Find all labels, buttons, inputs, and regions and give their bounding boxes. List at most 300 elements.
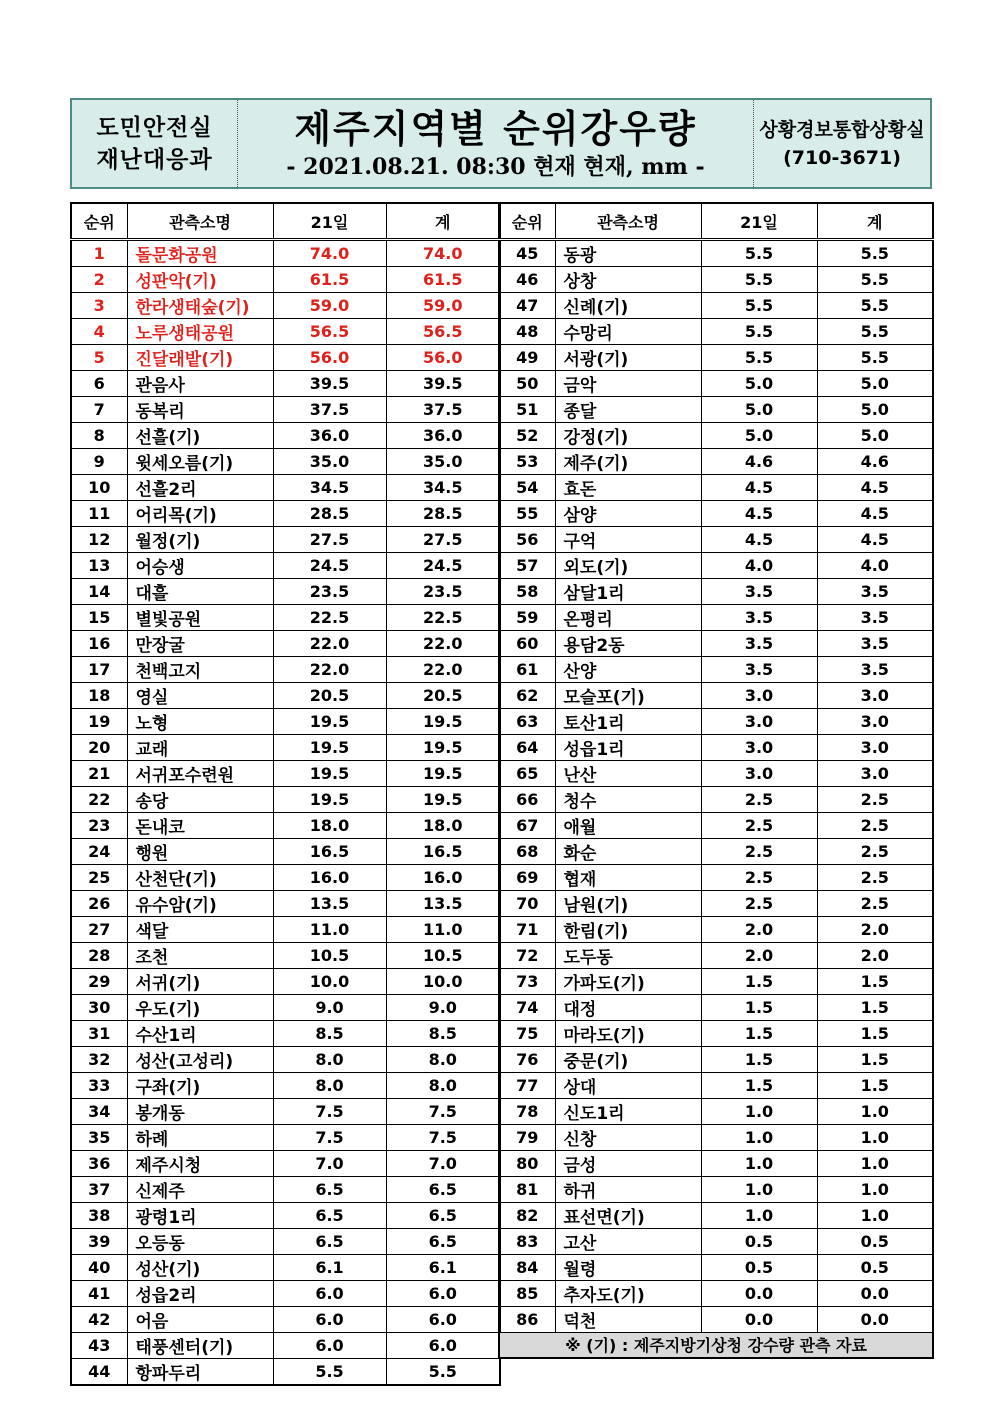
station-name-cell: 삼양: [555, 501, 701, 527]
station-name-cell: 강정(기): [555, 423, 701, 449]
total-rainfall-cell: 1.5: [817, 1021, 933, 1047]
day-rainfall-cell: 6.1: [273, 1255, 386, 1281]
rank-cell: 52: [499, 423, 555, 449]
total-rainfall-cell: 10.0: [386, 969, 500, 995]
station-name-cell: 관음사: [127, 371, 273, 397]
rank-cell: 50: [499, 371, 555, 397]
station-name-cell: 구좌(기): [127, 1073, 273, 1099]
page-subtitle: - 2021.08.21. 08:30 현재 현재, mm -: [286, 153, 705, 180]
total-rainfall-cell: 1.5: [817, 995, 933, 1021]
rank-cell: 66: [499, 787, 555, 813]
table-header-row: [499, 203, 933, 240]
rank-cell: 77: [499, 1073, 555, 1099]
rank-cell: 22: [71, 787, 127, 813]
total-rainfall-cell: 16.5: [386, 839, 500, 865]
table-row: [71, 813, 500, 839]
station-name-cell: 산천단(기): [127, 865, 273, 891]
table-row: [499, 1177, 933, 1203]
station-name-cell: 수망리: [555, 319, 701, 345]
rank-cell: 7: [71, 397, 127, 423]
day-rainfall-cell: 1.0: [701, 1177, 817, 1203]
total-rainfall-cell: 19.5: [386, 709, 500, 735]
day-rainfall-cell: 0.0: [701, 1281, 817, 1307]
table-row: [71, 735, 500, 761]
total-rainfall-cell: 5.0: [817, 397, 933, 423]
day-rainfall-cell: 2.5: [701, 865, 817, 891]
station-name-cell: 성읍1리: [555, 735, 701, 761]
station-name-cell: 산양: [555, 657, 701, 683]
table-row: [71, 1151, 500, 1177]
day-rainfall-cell: 22.5: [273, 605, 386, 631]
rank-cell: 35: [71, 1125, 127, 1151]
day-rainfall-cell: 1.0: [701, 1151, 817, 1177]
total-rainfall-cell: 5.0: [817, 371, 933, 397]
rank-cell: 59: [499, 605, 555, 631]
rank-cell: 82: [499, 1203, 555, 1229]
rank-cell: 4: [71, 319, 127, 345]
day-rainfall-cell: 19.5: [273, 709, 386, 735]
day-rainfall-cell: 8.0: [273, 1073, 386, 1099]
station-name-cell: 서광(기): [555, 345, 701, 371]
col-day-header: 21일: [701, 203, 817, 240]
rank-cell: 69: [499, 865, 555, 891]
rank-cell: 54: [499, 475, 555, 501]
day-rainfall-cell: 5.5: [273, 1359, 386, 1386]
day-rainfall-cell: 34.5: [273, 475, 386, 501]
day-rainfall-cell: 20.5: [273, 683, 386, 709]
day-rainfall-cell: 0.5: [701, 1255, 817, 1281]
rank-cell: 26: [71, 891, 127, 917]
station-name-cell: 가파도(기): [555, 969, 701, 995]
source-note: ※ (기) : 제주지방기상청 강수량 관측 자료: [499, 1333, 933, 1358]
station-name-cell: 한라생태숲(기): [127, 293, 273, 319]
station-name-cell: 돌문화공원: [127, 240, 273, 267]
day-rainfall-cell: 5.5: [701, 319, 817, 345]
day-rainfall-cell: 16.5: [273, 839, 386, 865]
col-station-header: 관측소명: [555, 203, 701, 240]
day-rainfall-cell: 6.0: [273, 1333, 386, 1359]
total-rainfall-cell: 7.5: [386, 1125, 500, 1151]
table-row: [499, 475, 933, 501]
day-rainfall-cell: 4.5: [701, 527, 817, 553]
total-rainfall-cell: 5.5: [817, 240, 933, 267]
total-rainfall-cell: 1.0: [817, 1177, 933, 1203]
total-rainfall-cell: 5.5: [386, 1359, 500, 1386]
station-name-cell: 추자도(기): [555, 1281, 701, 1307]
day-rainfall-cell: 4.0: [701, 553, 817, 579]
rank-cell: 46: [499, 267, 555, 293]
table-row: [71, 943, 500, 969]
table-row: [499, 917, 933, 943]
total-rainfall-cell: 6.5: [386, 1203, 500, 1229]
table-row: [71, 293, 500, 319]
rank-cell: 53: [499, 449, 555, 475]
total-rainfall-cell: 59.0: [386, 293, 500, 319]
table-row: [71, 1255, 500, 1281]
rank-cell: 56: [499, 527, 555, 553]
table-row: [71, 267, 500, 293]
table-row: [499, 319, 933, 345]
station-name-cell: 진달래밭(기): [127, 345, 273, 371]
station-name-cell: 난산: [555, 761, 701, 787]
station-name-cell: 도두동: [555, 943, 701, 969]
station-name-cell: 제주(기): [555, 449, 701, 475]
table-row: [499, 423, 933, 449]
total-rainfall-cell: 61.5: [386, 267, 500, 293]
total-rainfall-cell: 1.0: [817, 1125, 933, 1151]
station-name-cell: 선흘(기): [127, 423, 273, 449]
station-name-cell: 윗세오름(기): [127, 449, 273, 475]
day-rainfall-cell: 37.5: [273, 397, 386, 423]
department-line2: 재난대응과: [96, 146, 213, 173]
total-rainfall-cell: 22.5: [386, 605, 500, 631]
rank-cell: 49: [499, 345, 555, 371]
rank-cell: 13: [71, 553, 127, 579]
table-row: [71, 995, 500, 1021]
station-name-cell: 별빛공원: [127, 605, 273, 631]
station-name-cell: 신제주: [127, 1177, 273, 1203]
rank-cell: 2: [71, 267, 127, 293]
table-row: [71, 345, 500, 371]
table-row: [71, 475, 500, 501]
day-rainfall-cell: 19.5: [273, 761, 386, 787]
total-rainfall-cell: 3.5: [817, 579, 933, 605]
table-row: [499, 683, 933, 709]
day-rainfall-cell: 3.5: [701, 605, 817, 631]
table-row: [71, 449, 500, 475]
total-rainfall-cell: 4.5: [817, 527, 933, 553]
table-row: [71, 1333, 500, 1359]
table-row: [71, 1021, 500, 1047]
total-rainfall-cell: 22.0: [386, 631, 500, 657]
table-header-row: [71, 203, 500, 240]
day-rainfall-cell: 9.0: [273, 995, 386, 1021]
rank-cell: 37: [71, 1177, 127, 1203]
station-name-cell: 대흘: [127, 579, 273, 605]
total-rainfall-cell: 3.0: [817, 761, 933, 787]
table-row: [71, 1125, 500, 1151]
table-row: [499, 1073, 933, 1099]
station-name-cell: 용담2동: [555, 631, 701, 657]
rank-cell: 75: [499, 1021, 555, 1047]
total-rainfall-cell: 4.0: [817, 553, 933, 579]
table-row: [499, 943, 933, 969]
department-line1: 도민안전실: [96, 114, 213, 141]
total-rainfall-cell: 27.5: [386, 527, 500, 553]
day-rainfall-cell: 1.5: [701, 1047, 817, 1073]
total-rainfall-cell: 24.5: [386, 553, 500, 579]
note-row: [499, 1333, 933, 1358]
table-row: [71, 397, 500, 423]
table-row: [499, 527, 933, 553]
rank-cell: 12: [71, 527, 127, 553]
table-row: [71, 527, 500, 553]
table-row: [499, 1307, 933, 1333]
rank-cell: 29: [71, 969, 127, 995]
total-rainfall-cell: 6.0: [386, 1333, 500, 1359]
rank-cell: 80: [499, 1151, 555, 1177]
station-name-cell: 금악: [555, 371, 701, 397]
total-rainfall-cell: 4.5: [817, 475, 933, 501]
table-row: [499, 657, 933, 683]
rank-cell: 74: [499, 995, 555, 1021]
table-row: [499, 969, 933, 995]
total-rainfall-cell: 8.0: [386, 1073, 500, 1099]
station-name-cell: 유수암(기): [127, 891, 273, 917]
table-row: [71, 1177, 500, 1203]
rank-cell: 71: [499, 917, 555, 943]
station-name-cell: 영실: [127, 683, 273, 709]
day-rainfall-cell: 13.5: [273, 891, 386, 917]
day-rainfall-cell: 59.0: [273, 293, 386, 319]
station-name-cell: 신창: [555, 1125, 701, 1151]
total-rainfall-cell: 4.6: [817, 449, 933, 475]
day-rainfall-cell: 39.5: [273, 371, 386, 397]
station-name-cell: 청수: [555, 787, 701, 813]
day-rainfall-cell: 2.5: [701, 813, 817, 839]
table-row: [71, 371, 500, 397]
table-row: [499, 501, 933, 527]
rank-cell: 64: [499, 735, 555, 761]
table-row: [71, 891, 500, 917]
rank-cell: 83: [499, 1229, 555, 1255]
station-name-cell: 금성: [555, 1151, 701, 1177]
rank-cell: 45: [499, 240, 555, 267]
table-row: [499, 1229, 933, 1255]
table-row: [499, 293, 933, 319]
total-rainfall-cell: 10.5: [386, 943, 500, 969]
table-row: [499, 579, 933, 605]
total-rainfall-cell: 4.5: [817, 501, 933, 527]
day-rainfall-cell: 19.5: [273, 735, 386, 761]
rainfall-table-right: [498, 202, 934, 1359]
total-rainfall-cell: 23.5: [386, 579, 500, 605]
rank-cell: 6: [71, 371, 127, 397]
table-row: [499, 1047, 933, 1073]
day-rainfall-cell: 4.5: [701, 501, 817, 527]
table-row: [71, 1281, 500, 1307]
rank-cell: 31: [71, 1021, 127, 1047]
table-row: [71, 319, 500, 345]
page-title: 제주지역별 순위강우량: [294, 106, 697, 151]
total-rainfall-cell: 2.5: [817, 813, 933, 839]
table-row: [499, 761, 933, 787]
station-name-cell: 고산: [555, 1229, 701, 1255]
rank-cell: 17: [71, 657, 127, 683]
rank-cell: 1: [71, 240, 127, 267]
total-rainfall-cell: 19.5: [386, 735, 500, 761]
table-row: [499, 813, 933, 839]
rank-cell: 3: [71, 293, 127, 319]
total-rainfall-cell: 2.5: [817, 891, 933, 917]
table-row: [499, 1125, 933, 1151]
day-rainfall-cell: 6.0: [273, 1307, 386, 1333]
day-rainfall-cell: 4.6: [701, 449, 817, 475]
table-row: [71, 1307, 500, 1333]
total-rainfall-cell: 2.5: [817, 865, 933, 891]
rank-cell: 65: [499, 761, 555, 787]
station-name-cell: 동광: [555, 240, 701, 267]
station-name-cell: 토산1리: [555, 709, 701, 735]
total-rainfall-cell: 2.5: [817, 839, 933, 865]
day-rainfall-cell: 74.0: [273, 240, 386, 267]
station-name-cell: 노루생태공원: [127, 319, 273, 345]
rank-cell: 43: [71, 1333, 127, 1359]
day-rainfall-cell: 2.0: [701, 943, 817, 969]
station-name-cell: 동복리: [127, 397, 273, 423]
total-rainfall-cell: 13.5: [386, 891, 500, 917]
rank-cell: 63: [499, 709, 555, 735]
station-name-cell: 상대: [555, 1073, 701, 1099]
office-name: 상황경보통합상황실: [759, 118, 925, 141]
total-rainfall-cell: 5.5: [817, 319, 933, 345]
rank-cell: 47: [499, 293, 555, 319]
table-row: [499, 553, 933, 579]
rank-cell: 79: [499, 1125, 555, 1151]
total-rainfall-cell: 18.0: [386, 813, 500, 839]
day-rainfall-cell: 5.0: [701, 371, 817, 397]
rank-cell: 51: [499, 397, 555, 423]
table-row: [71, 631, 500, 657]
station-name-cell: 서귀포수련원: [127, 761, 273, 787]
rank-cell: 14: [71, 579, 127, 605]
table-row: [499, 891, 933, 917]
total-rainfall-cell: 5.5: [817, 267, 933, 293]
total-rainfall-cell: 74.0: [386, 240, 500, 267]
day-rainfall-cell: 35.0: [273, 449, 386, 475]
day-rainfall-cell: 23.5: [273, 579, 386, 605]
total-rainfall-cell: 8.5: [386, 1021, 500, 1047]
rank-cell: 48: [499, 319, 555, 345]
day-rainfall-cell: 1.0: [701, 1203, 817, 1229]
day-rainfall-cell: 22.0: [273, 657, 386, 683]
table-row: [71, 240, 500, 267]
rank-cell: 38: [71, 1203, 127, 1229]
day-rainfall-cell: 56.5: [273, 319, 386, 345]
day-rainfall-cell: 2.5: [701, 787, 817, 813]
day-rainfall-cell: 5.5: [701, 267, 817, 293]
station-name-cell: 성산(기): [127, 1255, 273, 1281]
table-row: [71, 579, 500, 605]
col-rank-header: 순위: [499, 203, 555, 240]
table-row: [71, 709, 500, 735]
table-row: [499, 1203, 933, 1229]
rank-cell: 16: [71, 631, 127, 657]
rank-cell: 81: [499, 1177, 555, 1203]
station-name-cell: 신도1리: [555, 1099, 701, 1125]
total-rainfall-cell: 34.5: [386, 475, 500, 501]
rank-cell: 24: [71, 839, 127, 865]
table-row: [499, 345, 933, 371]
day-rainfall-cell: 16.0: [273, 865, 386, 891]
station-name-cell: 색달: [127, 917, 273, 943]
day-rainfall-cell: 7.5: [273, 1099, 386, 1125]
station-name-cell: 하귀: [555, 1177, 701, 1203]
table-row: [499, 865, 933, 891]
day-rainfall-cell: 5.0: [701, 423, 817, 449]
table-row: [499, 735, 933, 761]
day-rainfall-cell: 1.5: [701, 1021, 817, 1047]
table-row: [71, 553, 500, 579]
station-name-cell: 성읍2리: [127, 1281, 273, 1307]
total-rainfall-cell: 20.5: [386, 683, 500, 709]
day-rainfall-cell: 10.5: [273, 943, 386, 969]
rank-cell: 28: [71, 943, 127, 969]
rank-cell: 18: [71, 683, 127, 709]
rainfall-table-left: [70, 202, 501, 1386]
station-name-cell: 봉개동: [127, 1099, 273, 1125]
station-name-cell: 서귀(기): [127, 969, 273, 995]
station-name-cell: 월령: [555, 1255, 701, 1281]
table-row: [71, 917, 500, 943]
rank-cell: 11: [71, 501, 127, 527]
rank-cell: 84: [499, 1255, 555, 1281]
table-row: [499, 371, 933, 397]
table-row: [499, 240, 933, 267]
table-row: [499, 631, 933, 657]
day-rainfall-cell: 5.5: [701, 293, 817, 319]
day-rainfall-cell: 6.5: [273, 1229, 386, 1255]
station-name-cell: 송당: [127, 787, 273, 813]
table-row: [499, 839, 933, 865]
day-rainfall-cell: 6.5: [273, 1177, 386, 1203]
table-row: [499, 1021, 933, 1047]
day-rainfall-cell: 0.5: [701, 1229, 817, 1255]
day-rainfall-cell: 10.0: [273, 969, 386, 995]
total-rainfall-cell: 1.5: [817, 969, 933, 995]
rank-cell: 9: [71, 449, 127, 475]
day-rainfall-cell: 5.5: [701, 240, 817, 267]
table-row: [71, 1073, 500, 1099]
station-name-cell: 한림(기): [555, 917, 701, 943]
table-row: [71, 1203, 500, 1229]
day-rainfall-cell: 27.5: [273, 527, 386, 553]
day-rainfall-cell: 3.5: [701, 631, 817, 657]
table-row: [71, 761, 500, 787]
table-row: [71, 683, 500, 709]
rank-cell: 78: [499, 1099, 555, 1125]
rank-cell: 32: [71, 1047, 127, 1073]
day-rainfall-cell: 18.0: [273, 813, 386, 839]
rank-cell: 27: [71, 917, 127, 943]
total-rainfall-cell: 0.0: [817, 1307, 933, 1333]
station-name-cell: 효돈: [555, 475, 701, 501]
day-rainfall-cell: 3.0: [701, 683, 817, 709]
day-rainfall-cell: 8.5: [273, 1021, 386, 1047]
rank-cell: 72: [499, 943, 555, 969]
total-rainfall-cell: 5.0: [817, 423, 933, 449]
total-rainfall-cell: 7.0: [386, 1151, 500, 1177]
col-total-header: 계: [817, 203, 933, 240]
total-rainfall-cell: 56.0: [386, 345, 500, 371]
total-rainfall-cell: 37.5: [386, 397, 500, 423]
station-name-cell: 모슬포(기): [555, 683, 701, 709]
rank-cell: 86: [499, 1307, 555, 1333]
total-rainfall-cell: 6.5: [386, 1177, 500, 1203]
total-rainfall-cell: 22.0: [386, 657, 500, 683]
table-row: [499, 267, 933, 293]
table-row: [71, 865, 500, 891]
table-row: [71, 605, 500, 631]
day-rainfall-cell: 1.0: [701, 1099, 817, 1125]
total-rainfall-cell: 8.0: [386, 1047, 500, 1073]
rank-cell: 68: [499, 839, 555, 865]
rank-cell: 33: [71, 1073, 127, 1099]
total-rainfall-cell: 6.1: [386, 1255, 500, 1281]
rank-cell: 62: [499, 683, 555, 709]
table-row: [71, 839, 500, 865]
rank-cell: 70: [499, 891, 555, 917]
